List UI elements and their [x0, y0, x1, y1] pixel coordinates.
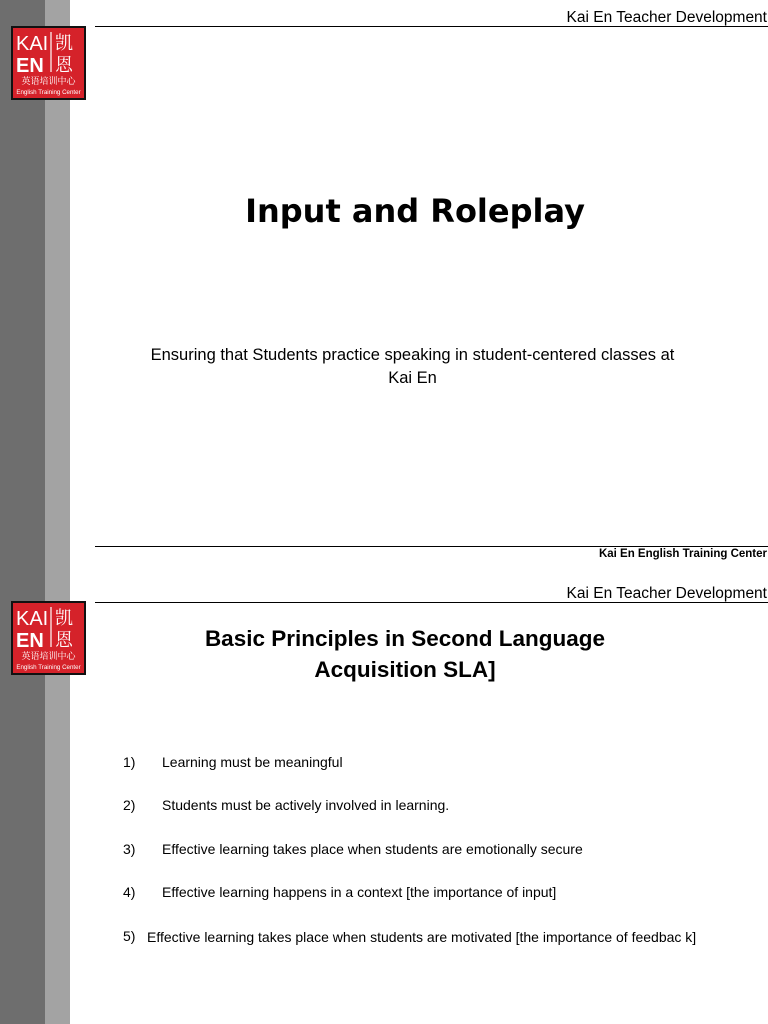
logo-latin-top: KAI [16, 608, 49, 630]
logo-latin-bottom: EN [16, 55, 44, 77]
logo-chinese-top: 凯 [55, 33, 73, 54]
header-rule [95, 26, 768, 27]
slide-subtitle: Ensuring that Students practice speaking in student-centered classes at Kai En [150, 346, 675, 387]
list-item-text: Effective learning takes place when students are emotionally secure [162, 841, 583, 857]
list-item-number: 5) [123, 928, 136, 944]
logo-latin-bottom: EN [16, 630, 44, 652]
header-text: Kai En Teacher Development [566, 585, 767, 602]
logo-chinese-bottom: 恩 [55, 55, 73, 76]
logo-chinese-line: 英语培训中心 [21, 77, 76, 87]
slide-title: Input and Roleplay [245, 192, 585, 230]
logo-chinese-line: 英语培训中心 [21, 652, 76, 662]
logo-latin-top: KAI [16, 33, 49, 55]
list-item-text: Effective learning happens in a context [the importance of input] [162, 884, 557, 900]
list-item-number: 2) [123, 797, 136, 813]
list-item-number: 1) [123, 754, 136, 770]
kai-en-logo [11, 601, 86, 675]
footer-text: Kai En English Training Center [598, 548, 767, 560]
header-text: Kai En Teacher Development [566, 9, 767, 26]
list-item-text [147, 928, 731, 946]
slide-title: Basic Principles in Second Language Acquisition SLA] [204, 626, 606, 682]
footer-rule [95, 546, 768, 547]
kai-en-logo [11, 26, 86, 100]
list-item-text: Learning must be meaningful [162, 754, 343, 770]
logo-chinese-top: 凯 [55, 608, 73, 629]
list-item-text-line: Effective learning takes place when students are motivated [the importance of feedbac k] [147, 929, 697, 945]
list-item-number: 3) [123, 841, 136, 857]
list-item-text: Students must be actively involved in learning. [162, 797, 450, 813]
logo-chinese-bottom: 恩 [55, 630, 73, 651]
list-item-number: 4) [123, 884, 136, 900]
logo-english-line: English Training Center [16, 89, 81, 96]
slide-2 [0, 575, 768, 1024]
header-rule [95, 602, 768, 603]
logo-english-line: English Training Center [16, 664, 81, 671]
